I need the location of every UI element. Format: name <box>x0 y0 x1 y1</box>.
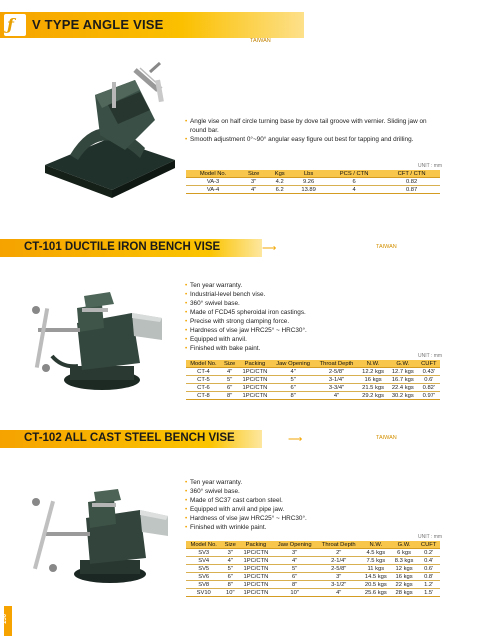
section-title: CT-101 DUCTILE IRON BENCH VISE <box>24 241 221 253</box>
feature-item: • Made of SC37 cast carbon steel. <box>185 496 435 505</box>
table-cell: 1.2' <box>417 581 440 589</box>
page-number-tab <box>4 606 12 636</box>
feature-item: • 360° swivel base. <box>185 487 435 496</box>
table-row <box>186 376 440 384</box>
unit-label: UNIT : mm <box>418 353 443 359</box>
table-cell: 2-1/4" <box>317 557 361 565</box>
region-label: TAIWAN <box>376 244 397 250</box>
column-header: N.W. <box>358 360 388 368</box>
table-cell: SV8 <box>186 581 221 589</box>
table-cell: SV4 <box>186 557 221 565</box>
table-cell: 12.2 kgs <box>358 368 388 376</box>
table-row <box>186 186 440 194</box>
table-cell: 3" <box>317 573 361 581</box>
table-cell: 3" <box>240 178 267 186</box>
table-cell: SV10 <box>186 589 221 597</box>
column-header: Throat Depth <box>315 360 358 368</box>
column-header: Packing <box>238 360 271 368</box>
table-cell: 6" <box>273 573 317 581</box>
table-cell: 3-1/2" <box>317 581 361 589</box>
table-cell: CT-5 <box>186 376 221 384</box>
table-cell: 0.82 <box>383 178 440 186</box>
table-cell: 1PC/CTN <box>238 392 271 400</box>
column-header: Size <box>221 360 239 368</box>
table-cell: 5" <box>221 565 239 573</box>
table-cell: CT-4 <box>186 368 221 376</box>
column-header: CUFT <box>417 541 440 549</box>
ct-102-bench-vise-image <box>28 486 178 586</box>
feature-item: • Industrial-level bench vise. <box>185 290 435 299</box>
table-cell: 5" <box>221 376 239 384</box>
table-cell: 3-1/4" <box>315 376 358 384</box>
table-cell: 10" <box>221 589 239 597</box>
section-title: V TYPE ANGLE VISE <box>32 17 164 32</box>
table-cell: 0.87 <box>383 186 440 194</box>
table-cell: CT-8 <box>186 392 221 400</box>
column-header: Model No. <box>186 360 221 368</box>
table-cell: 29.2 kgs <box>358 392 388 400</box>
spec-table-ct-101 <box>186 360 440 400</box>
feature-item: • Smooth adjustment 0°~90° angular easy figure out best for tapping and drilling. <box>185 135 435 144</box>
table-cell: 16 kgs <box>358 376 388 384</box>
column-header: CFT / CTN <box>383 170 440 178</box>
section-header-v-type <box>0 12 304 38</box>
feature-item: • Made of FCD45 spheroidal iron castings. <box>185 308 435 317</box>
table-cell: 30.2 kgs <box>388 392 418 400</box>
feature-item: • Ten year warranty. <box>185 281 435 290</box>
table-cell: 16 kgs <box>391 573 417 581</box>
feature-list <box>185 478 435 532</box>
brand-logo-icon: ƒ <box>4 14 26 36</box>
column-header: CUFT <box>418 360 440 368</box>
column-header: Size <box>221 541 239 549</box>
table-cell: 8" <box>221 581 239 589</box>
table-row <box>186 368 440 376</box>
section-header-ct-101 <box>0 239 480 257</box>
unit-label: UNIT : mm <box>418 163 443 169</box>
table-cell: 21.5 kgs <box>358 384 388 392</box>
table-cell: 0.6' <box>417 565 440 573</box>
section-header-ct-102 <box>0 430 480 448</box>
table-cell: 25.6 kgs <box>361 589 391 597</box>
table-cell: 0.82' <box>418 384 440 392</box>
feature-list <box>185 281 435 353</box>
table-cell: 4" <box>221 557 239 565</box>
table-cell: 11 kgs <box>361 565 391 573</box>
table-cell: 3-3/4" <box>315 384 358 392</box>
table-cell: 13.89 <box>292 186 325 194</box>
column-header: N.W. <box>361 541 391 549</box>
table-cell: 12 kgs <box>391 565 417 573</box>
table-row <box>186 392 440 400</box>
table-cell: 0.6' <box>418 376 440 384</box>
long-arrow-right-icon: ⟶ <box>288 434 303 445</box>
table-cell: 14.5 kgs <box>361 573 391 581</box>
table-cell: 8" <box>271 392 314 400</box>
table-cell: 6 <box>325 178 383 186</box>
table-cell: 4 <box>325 186 383 194</box>
table-row <box>186 549 440 557</box>
feature-item: • Angle vise on half circle turning base by dove tail groove with vernier. Sliding jaw on round bar. <box>185 117 435 135</box>
table-cell: 1PC/CTN <box>238 384 271 392</box>
table-cell: 28 kgs <box>391 589 417 597</box>
column-header: G.W. <box>388 360 418 368</box>
table-cell: 0.43' <box>418 368 440 376</box>
table-cell: SV5 <box>186 565 221 573</box>
page-number: 156 <box>2 613 9 625</box>
table-cell: 6 kgs <box>391 549 417 557</box>
table-cell: 1PC/CTN <box>239 549 273 557</box>
table-cell: 4" <box>221 368 239 376</box>
table-cell: 3" <box>273 549 317 557</box>
table-cell: 22 kgs <box>391 581 417 589</box>
column-header: Lbs <box>292 170 325 178</box>
table-cell: 4" <box>315 392 358 400</box>
table-cell: 6" <box>221 573 239 581</box>
table-cell: 1PC/CTN <box>239 589 273 597</box>
feature-item: • Hardness of vise jaw HRC25° ~ HRC30°. <box>185 514 435 523</box>
feature-item: • Equipped with anvil and pipe jaw. <box>185 505 435 514</box>
feature-item: • Precise with strong clamping force. <box>185 317 435 326</box>
column-header: Model No. <box>186 170 240 178</box>
long-arrow-right-icon: ⟶ <box>262 243 277 254</box>
table-row <box>186 557 440 565</box>
table-cell: 10" <box>273 589 317 597</box>
table-cell: 4" <box>240 186 267 194</box>
column-header: Size <box>240 170 267 178</box>
feature-item: • Finished with wrinkle paint. <box>185 523 435 532</box>
column-header: G.W. <box>391 541 417 549</box>
table-cell: 1PC/CTN <box>238 376 271 384</box>
feature-item: • Hardness of vise jaw HRC25° ~ HRC30°. <box>185 326 435 335</box>
section-title: CT-102 ALL CAST STEEL BENCH VISE <box>24 432 235 444</box>
table-cell: 0.97' <box>418 392 440 400</box>
table-row <box>186 384 440 392</box>
table-cell: 4" <box>317 589 361 597</box>
table-cell: 6" <box>271 384 314 392</box>
table-row <box>186 581 440 589</box>
column-header: Model No. <box>186 541 221 549</box>
table-cell: 1PC/CTN <box>239 573 273 581</box>
table-cell: 22.4 kgs <box>388 384 418 392</box>
feature-item: • Ten year warranty. <box>185 478 435 487</box>
feature-item: • Equipped with anvil. <box>185 335 435 344</box>
feature-item: • 360° swivel base. <box>185 299 435 308</box>
table-cell: 2" <box>317 549 361 557</box>
column-header: Throat Depth <box>317 541 361 549</box>
table-cell: 3" <box>221 549 239 557</box>
table-cell: 8" <box>221 392 239 400</box>
table-cell: 1PC/CTN <box>239 565 273 573</box>
unit-label: UNIT : mm <box>418 534 443 540</box>
table-cell: 4" <box>271 368 314 376</box>
region-label: TAIWAN <box>250 38 271 44</box>
table-cell: 5" <box>271 376 314 384</box>
table-cell: 2-5/8" <box>317 565 361 573</box>
region-label: TAIWAN <box>376 435 397 441</box>
feature-item: • Finished with bake paint. <box>185 344 435 353</box>
table-row <box>186 565 440 573</box>
table-cell: 6.2 <box>267 186 292 194</box>
column-header: Kgs <box>267 170 292 178</box>
table-cell: 4" <box>273 557 317 565</box>
table-cell: 4.2 <box>267 178 292 186</box>
table-row <box>186 573 440 581</box>
table-cell: 16.7 kgs <box>388 376 418 384</box>
column-header: Jaw Opening <box>271 360 314 368</box>
table-cell: 9.26 <box>292 178 325 186</box>
table-cell: 0.4' <box>417 557 440 565</box>
feature-list <box>185 117 435 144</box>
table-cell: 7.5 kgs <box>361 557 391 565</box>
table-row <box>186 178 440 186</box>
table-cell: 5" <box>273 565 317 573</box>
table-cell: 12.7 kgs <box>388 368 418 376</box>
v-type-angle-vise-image <box>40 60 180 200</box>
table-cell: 1PC/CTN <box>239 581 273 589</box>
table-cell: CT-6 <box>186 384 221 392</box>
table-cell: VA-4 <box>186 186 240 194</box>
table-cell: 1PC/CTN <box>238 368 271 376</box>
table-cell: 4.5 kgs <box>361 549 391 557</box>
spec-table-ct-102 <box>186 541 440 597</box>
table-cell: 20.5 kgs <box>361 581 391 589</box>
table-cell: 2-5/8" <box>315 368 358 376</box>
table-cell: 1.5' <box>417 589 440 597</box>
table-cell: VA-3 <box>186 178 240 186</box>
column-header: Jaw Opening <box>273 541 317 549</box>
table-cell: SV6 <box>186 573 221 581</box>
ct-101-bench-vise-image <box>22 288 172 393</box>
table-cell: 0.8' <box>417 573 440 581</box>
table-cell: 8.3 kgs <box>391 557 417 565</box>
table-cell: 6" <box>221 384 239 392</box>
table-cell: 0.2' <box>417 549 440 557</box>
table-row <box>186 589 440 597</box>
column-header: PCS / CTN <box>325 170 383 178</box>
table-cell: 8" <box>273 581 317 589</box>
spec-table-v-type <box>186 170 440 194</box>
column-header: Packing <box>239 541 273 549</box>
table-cell: SV3 <box>186 549 221 557</box>
table-cell: 1PC/CTN <box>239 557 273 565</box>
